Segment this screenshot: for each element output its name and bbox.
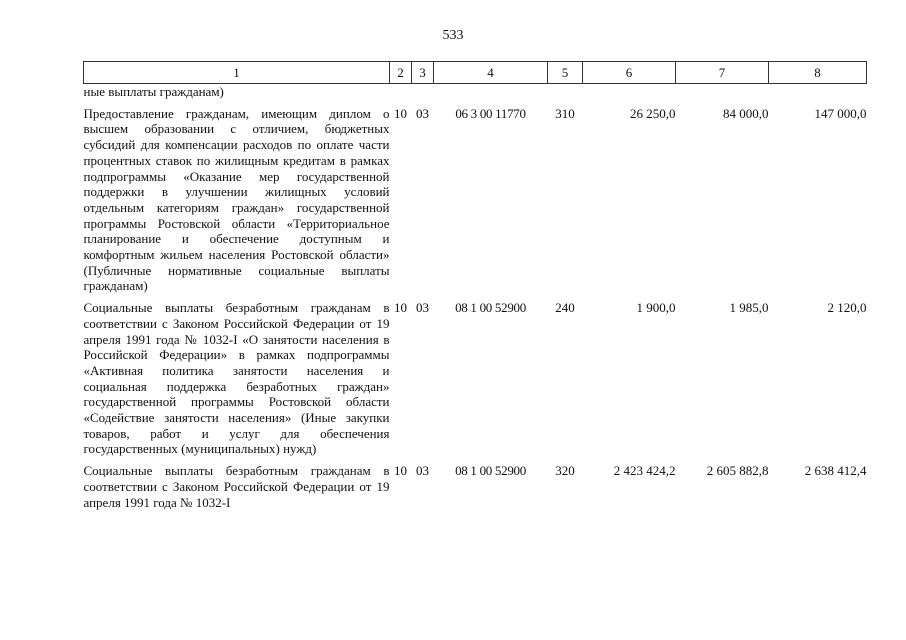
header-row [84,62,867,84]
amount-year-2: 2 605 882,8 [706,463,769,479]
expense-type-code: 310 [555,105,575,121]
section-code: 10 [394,105,407,121]
amount-year-1: 2 423 424,2 [613,463,676,479]
expense-type-code: 320 [555,463,575,479]
table-row [84,463,867,510]
column-header: 6 [583,62,676,84]
subsection-code: 03 [416,463,429,479]
table-row [84,106,867,294]
row-description: Социальные выплаты безработным гражданам в соответствии с Законом Российской Федерации от 19 апреля 1991 года № 1032-I [83,463,390,510]
column-header: 3 [412,62,434,84]
continuation-row [84,84,867,100]
amount-year-3: 147 000,0 [814,105,867,121]
target-article-code: 08 1 00 52900 [455,463,526,479]
column-header: 4 [434,62,548,84]
amount-year-2: 1 985,0 [729,300,769,316]
continuation-text: ные выплаты гражданам) [83,84,224,99]
section-code: 10 [394,463,407,479]
amount-year-3: 2 120,0 [827,300,867,316]
amount-year-3: 2 638 412,4 [804,463,867,479]
target-article-code: 08 1 00 52900 [455,300,526,316]
amount-year-1: 1 900,0 [636,300,676,316]
target-article-code: 06 3 00 11770 [455,105,526,121]
expense-type-code: 240 [555,300,575,316]
page-number: 533 [442,28,464,43]
amount-year-1: 26 250,0 [630,105,676,121]
column-header: 2 [390,62,412,84]
subsection-code: 03 [416,300,429,316]
row-description: Предоставление гражданам, имеющим диплом о высшем образовании с отличием, бюджетных субсидий для компенсации расходов по оплате части процентных ставок по жилищным кредитам в рамках подпрограммы «Оказание мер государственной поддержки в улучшении жилищных условий отдельным категориям граждан» государственной программы Ростовской области «Территориальное планирование и обеспечение доступным и комфортным жильем населения Ростовской области» (Публичные нормативные социальные выплаты гражданам) [83,105,390,294]
column-header: 1 [84,62,390,84]
column-header: 8 [769,62,867,84]
column-header: 7 [676,62,769,84]
column-header: 5 [548,62,583,84]
table-row [84,300,867,457]
section-code: 10 [394,300,407,316]
budget-table [83,61,867,510]
subsection-code: 03 [416,105,429,121]
amount-year-2: 84 000,0 [723,105,769,121]
row-description: Социальные выплаты безработным гражданам в соответствии с Законом Российской Федерации от 19 апреля 1991 года № 1032-I «О занятости населения в Российской Федерации» в рамках подпрограммы «Активная политика занятости населения и социальная поддержка безработных граждан» государственной программы Ростовской области «Содействие занятости населения» (Иные закупки товаров, работ и услуг для обеспечения государственных (муниципальных) нужд) [83,300,390,457]
